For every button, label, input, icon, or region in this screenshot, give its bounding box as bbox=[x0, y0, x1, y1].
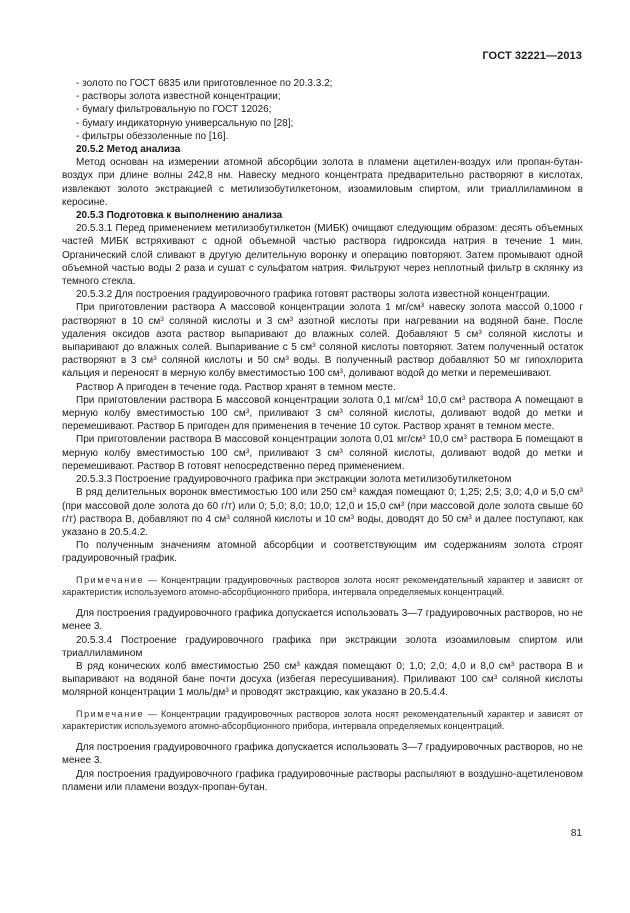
paragraph-calibration-count-2: Для построения градуировочного графика допускается использовать 3—7 градуировочных растворов, но не менее 3. bbox=[62, 742, 583, 767]
paragraph-flasks: В ряд конических колб вместимостью 250 $см^3$ каждая помещают 0; 1,0; 2,0; 4,0 и 8,0 $см^3$ раствора В и выпаривают на водяной бане почти досуха (избегая пересушивания). Приливают 100 $см^3$ соляной кислоты молярной концентрации 1 моль/$дм^3$ и проводят экстракцию, как указано в 20.5.4.4. bbox=[62, 660, 583, 699]
document-body bbox=[62, 77, 583, 794]
paragraph-solution-a: При приготовлении раствора А массовой концентрации золота 1 $мг/см^3$ навеску золота массой 0,1000 г растворяют в 10 $см^3$ соляной кислоты и 3 $см^3$ азотной кислоты при нагревании на водяной бане. После удаления оксидов азота раствор выпаривают до влажных солей. Добавляют 5 $см^3$ соляной кислоты и выпаривают до влажных солей. Выпаривание с 5 $см^3$ соляной кислоты повторяют. Затем полученный остаток растворяют в 3 $см^3$ соляной кислоты и 50 $см^3$ воды. В полученный раствор добавляют 50 мг гипохлорита кальция и переносят в мерную колбу вместимостью 100 $см^3$, доливают водой до метки и перемешивают. bbox=[62, 302, 583, 380]
paragraph-calibration-graph: По полученным значениям атомной абсорбции и соответствующим им содержаниям золота строят градуировочный график. bbox=[62, 540, 583, 565]
list-item: - растворы золота известной концентрации; bbox=[76, 91, 281, 103]
note-1: Примечание — Концентрации градуировочных растворов золота носят рекомендательный характер и зависят от характеристик используемого атомно-абсорбционного прибора, интервала определяемых концентраций. bbox=[62, 574, 583, 597]
paragraph-solution-a-storage: Раствор А пригоден в течение года. Раствор хранят в темном месте. bbox=[76, 381, 396, 393]
paragraph-20-5-3-3: 20.5.3.3 Построение градуировочного графика при экстракции золота метилизобутилкетоном bbox=[76, 474, 512, 486]
section-heading-20-5-2: 20.5.2 Метод анализа bbox=[76, 144, 181, 156]
paragraph-funnels: В ряд делительных воронок вместимостью 100 или 250 $см^3$ каждая помещают 0; 1,25; 2,5; 3,0; 4,0 и 5,0 $см^3$ (при массовой доле золота до 60 г/т) или 0; 5,0; 8,0; 10,0; 12,0 и 15,0 $см^3$ (при массовой доле золота свыше 60 г/т) раствора В, добавляют по 4 $см^3$ соляной кислоты и 10 $см^3$ воды, доводят до 50 $см^3$ и далее поступают, как указано в 20.5.4.2. bbox=[62, 487, 583, 538]
paragraph-solution-v: При приготовлении раствора В массовой концентрации золота 0,01 $мг/см^3$ 10,0 $см^3$ раствора Б помещают в мерную колбу вместимостью 100 $см^3$, приливают 3 $см^3$ соляной кислоты, доливают водой до метки и перемешивают. Раствор В готовят непосредственно перед применением. bbox=[62, 434, 583, 472]
note-2: Примечание — Концентрации градуировочных растворов золота носят рекомендательный характер и зависят от характеристик используемого атомно-абсорбционного прибора, интервала определяемых концентраций. bbox=[62, 708, 583, 731]
list-item: - фильтры обеззоленные по [16]. bbox=[76, 130, 229, 142]
paragraph-method: Метод основан на измерении атомной абсорбции золота в пламени ацетилен-воздух или пропан-бутан-воздух при длине волны 242,8 нм. Навеску медного концентрата предварительно растворяют в кислотах, извлекают золото экстракцией с метилизобутилкетоном, изоамиловым спиртом, или триаллиламином в керосине. bbox=[62, 157, 583, 208]
document-header: ГОСТ 32221—2013 bbox=[482, 50, 582, 62]
paragraph-20-5-3-4: 20.5.3.4 Построение градуировочного графика при экстракции золота изоамиловым спиртом или триаллиламином bbox=[62, 634, 583, 659]
paragraph-spraying: Для построения градуировочного графика градуировочные растворы распыляют в воздушно-ацетиленовом пламени или пламени воздух-пропан-бутан. bbox=[62, 768, 583, 793]
paragraph-20-5-3-1: 20.5.3.1 Перед применением метилизобутилкетон (МИБК) очищают следующим образом: десять объемных частей МИБК встряхивают с одной объемной частью раствора гидроксида натрия в течение 1 мин. Органический слой сливают в другую делительную воронку и операцию повторяют. Затем промывают одной объемной частью воды 2 раза и сушат с сульфатом натрия. Фильтруют через неплотный фильтр в склянку из темного стекла. bbox=[62, 223, 583, 288]
list-item: - золото по ГОСТ 6835 или приготовленное по 20.3.3.2; bbox=[76, 78, 333, 89]
list-item: - бумагу индикаторную универсальную по [28]; bbox=[76, 117, 294, 129]
page-number: 81 bbox=[570, 828, 582, 839]
paragraph-20-5-3-2: 20.5.3.2 Для построения градуировочного графика готовят растворы золота известной концентрации. bbox=[76, 289, 550, 301]
list-item: - бумагу фильтровальную по ГОСТ 12026; bbox=[76, 104, 272, 116]
section-heading-20-5-3: 20.5.3 Подготовка к выполнению анализа bbox=[76, 210, 283, 222]
paragraph-calibration-count-1: Для построения градуировочного графика допускается использовать 3—7 градуировочных растворов, но не менее 3. bbox=[62, 608, 583, 633]
paragraph-solution-b: При приготовлении раствора Б массовой концентрации золота 0,1 $мг/см^3$ 10,0 $см^3$ раствора А помещают в мерную колбу вместимостью 100 $см^3$, приливают 3 $см^3$ соляной кислоты, доливают водой до метки и перемешивают. Раствор Б пригоден для применения в течение 10 суток. Раствор хранят в темном месте. bbox=[62, 394, 584, 433]
